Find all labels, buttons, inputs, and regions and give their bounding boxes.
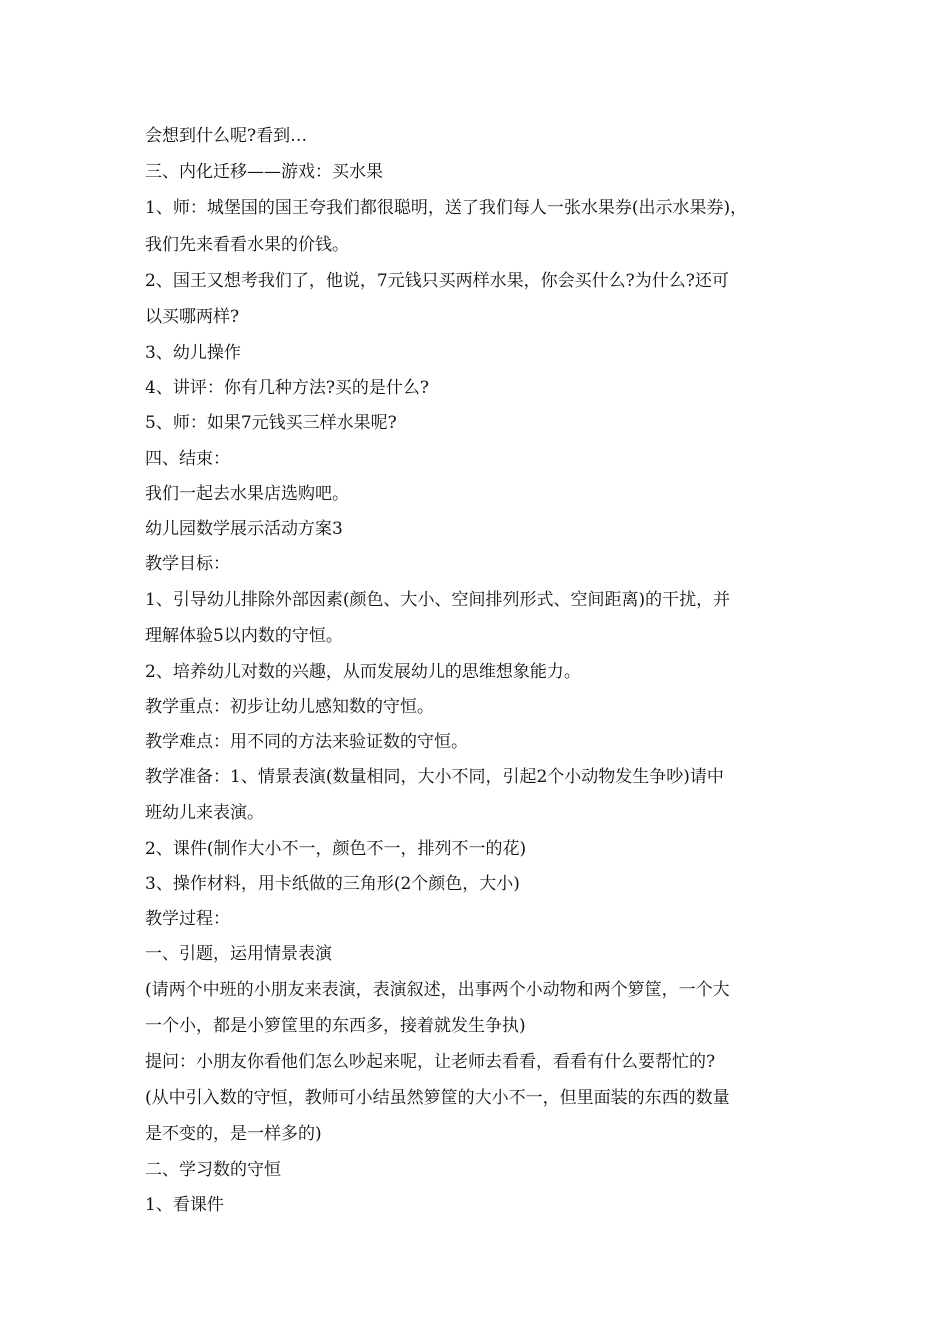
text-line: 是不变的，是一样多的) (145, 1124, 322, 1144)
text-line: 4、讲评：你有几种方法?买的是什么? (145, 378, 430, 398)
text-line: 1、看课件 (145, 1195, 224, 1215)
text-line: 3、操作材料，用卡纸做的三角形(2个颜色，大小) (145, 874, 520, 894)
section-heading: 三、内化迁移——游戏：买水果 (145, 162, 383, 182)
section-heading: 四、结束： (145, 449, 230, 469)
text-line: 教学准备：1、情景表演(数量相同，大小不同，引起2个小动物发生争吵)请中 (145, 767, 724, 787)
text-line: 我们先来看看水果的价钱。 (145, 235, 349, 255)
text-line: 提问：小朋友你看他们怎么吵起来呢，让老师去看看，看看有什么要帮忙的? (145, 1052, 716, 1072)
text-line: 3、幼儿操作 (145, 343, 241, 363)
section-heading: 一、引题，运用情景表演 (145, 944, 332, 964)
text-line: 我们一起去水果店选购吧。 (145, 484, 349, 504)
text-line: 1、师：城堡国的国王夸我们都很聪明，送了我们每人一张水果券(出示水果券)， (145, 198, 748, 218)
text-line: 教学重点：初步让幼儿感知数的守恒。 (145, 697, 434, 717)
text-line: 理解体验5以内数的守恒。 (145, 626, 343, 646)
text-line: 一个小，都是小箩筐里的东西多，接着就发生争执) (145, 1016, 526, 1036)
text-line: 以买哪两样? (145, 307, 240, 327)
text-line: 2、课件(制作大小不一，颜色不一，排列不一的花) (145, 839, 527, 859)
text-line: 2、培养幼儿对数的兴趣，从而发展幼儿的思维想象能力。 (145, 662, 581, 682)
text-line: (从中引入数的守恒，教师可小结虽然箩筐的大小不一，但里面装的东西的数量 (145, 1088, 730, 1108)
text-line: 班幼儿来表演。 (145, 803, 264, 823)
document-title: 幼儿园数学展示活动方案3 (145, 519, 343, 539)
text-line: 教学难点：用不同的方法来验证数的守恒。 (145, 732, 468, 752)
section-heading: 教学过程： (145, 909, 230, 929)
text-line: 1、引导幼儿排除外部因素(颜色、大小、空间排列形式、空间距离)的干扰，并 (145, 590, 731, 610)
section-heading: 二、学习数的守恒 (145, 1160, 281, 1180)
section-heading: 教学目标： (145, 554, 230, 574)
text-line: 5、师：如果7元钱买三样水果呢? (145, 413, 397, 433)
text-line: 2、国王又想考我们了，他说，7元钱只买两样水果，你会买什么?为什么?还可 (145, 271, 729, 291)
text-line: (请两个中班的小朋友来表演，表演叙述，出事两个小动物和两个箩筐，一个大 (145, 980, 730, 1000)
text-line: 会想到什么呢?看到… (145, 126, 308, 146)
